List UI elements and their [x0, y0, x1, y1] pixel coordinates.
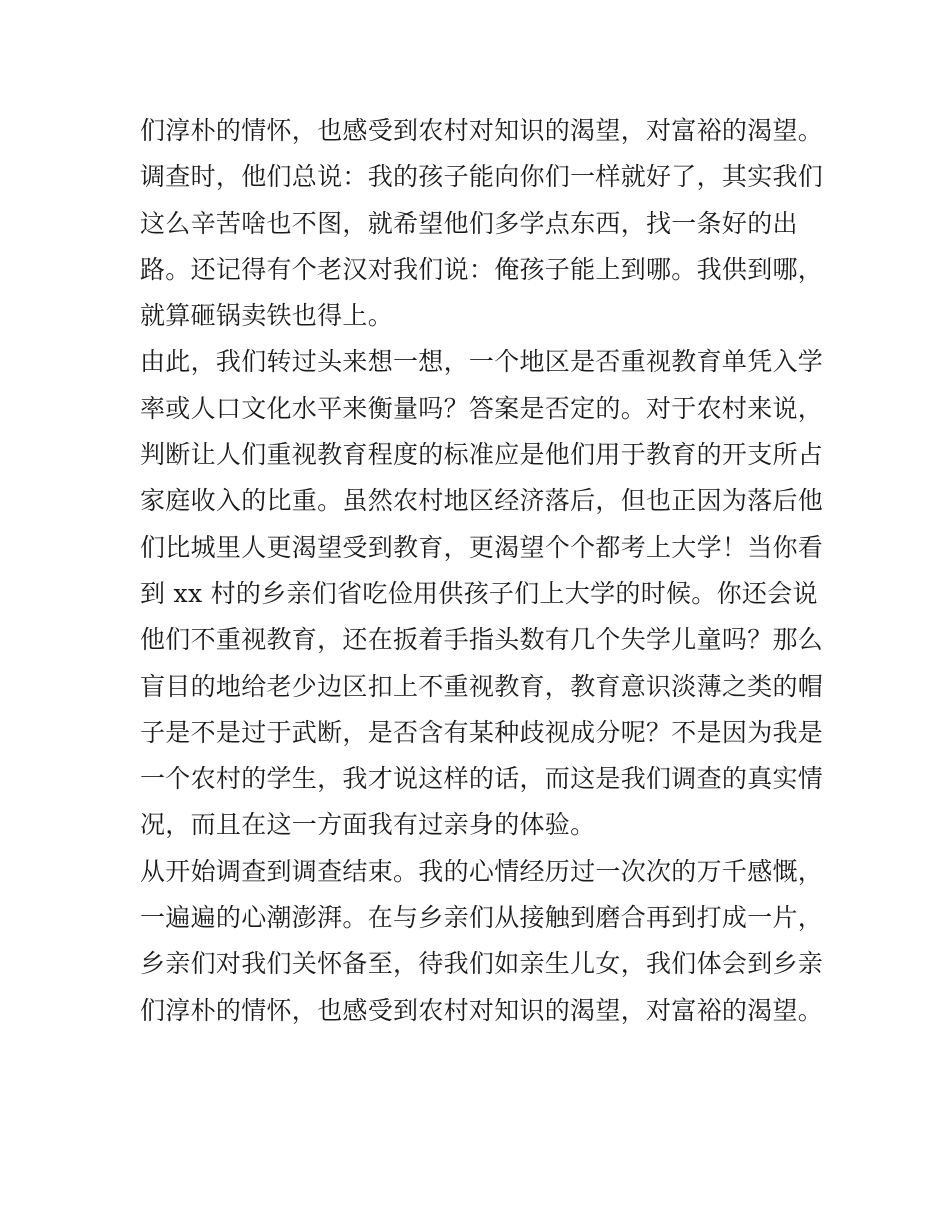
text-line: 们淳朴的情怀，也感受到农村对知识的渴望，对富裕的渴望。	[140, 995, 824, 1025]
text-line: 乡亲们对我们关怀备至，待我们如亲生儿女，我们体会到乡亲	[140, 949, 824, 979]
text-line: 一遍遍的心潮澎湃。在与乡亲们从接触到磨合再到打成一片，	[140, 903, 824, 933]
text-line: 就算砸锅卖铁也得上。	[140, 301, 394, 331]
text-line: 他们不重视教育，还在扳着手指头数有几个失学儿童吗？那么	[140, 625, 824, 655]
text-line: 们淳朴的情怀，也感受到农村对知识的渴望，对富裕的渴望。	[140, 116, 824, 145]
text-line: 从开始调查到调查结束。我的心情经历过一次次的万千感慨，	[140, 856, 824, 886]
text-line: 况，而且在这一方面我有过亲身的体验。	[140, 810, 596, 840]
text-line: 判断让人们重视教育程度的标准应是他们用于教育的开支所占	[140, 440, 824, 470]
text-line: 调查时，他们总说：我的孩子能向你们一样就好了，其实我们	[140, 162, 824, 192]
text-line: 家庭收入的比重。虽然农村地区经济落后，但也正因为落后他	[140, 486, 824, 516]
text-line: 率或人口文化水平来衡量吗？答案是否定的。对于农村来说，	[140, 393, 824, 423]
text-line: 子是不是过于武断，是否含有某种歧视成分呢？不是因为我是	[140, 717, 824, 747]
body-text	[140, 108, 824, 1034]
text-line: 由此，我们转过头来想一想，一个地区是否重视教育单凭入学	[140, 347, 824, 377]
text-line: 路。还记得有个老汉对我们说：俺孩子能上到哪。我供到哪，	[140, 254, 824, 284]
text-line: 们比城里人更渴望受到教育，更渴望个个都考上大学！当你看	[140, 532, 824, 562]
text-line: 到 xx 村的乡亲们省吃俭用供孩子们上大学的时候。你还会说	[140, 578, 818, 608]
text-line: 一个农村的学生，我才说这样的话，而这是我们调查的真实情	[140, 764, 824, 794]
text-line: 这么辛苦啥也不图，就希望他们多学点东西，找一条好的出	[140, 208, 798, 238]
text-line: 盲目的地给老少边区扣上不重视教育，教育意识淡薄之类的帽	[140, 671, 824, 701]
